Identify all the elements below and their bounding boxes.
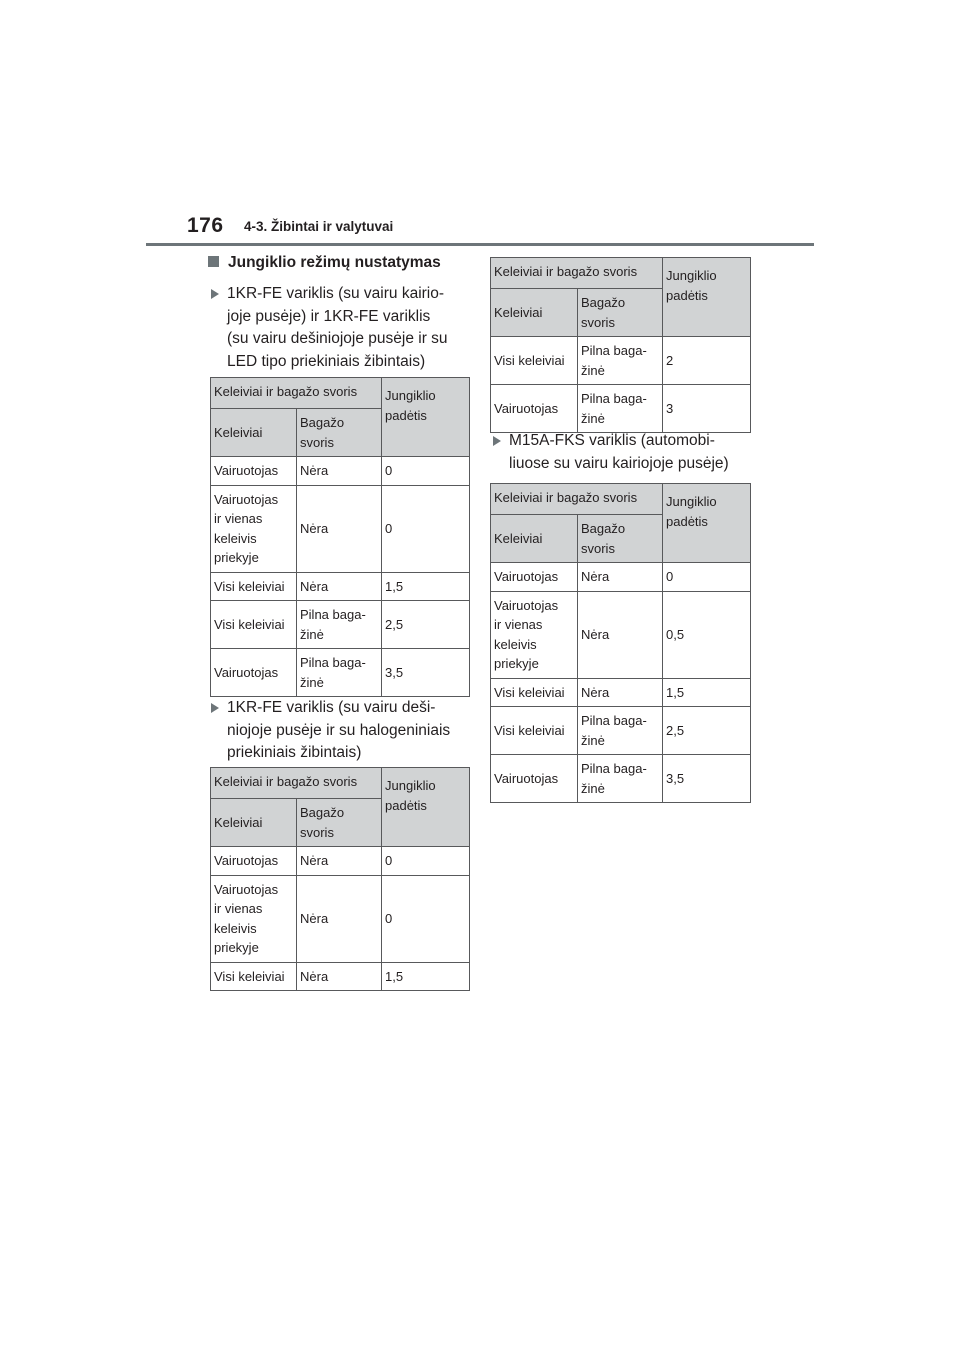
cell-line: žinė [581, 780, 605, 796]
cell-line: Visi keleiviai [494, 722, 565, 738]
cell-line: ir vienas [494, 617, 543, 632]
cell-line: Pilna baga- [581, 713, 647, 728]
passengers-cell [491, 591, 578, 678]
cell-line: Nėra [300, 910, 329, 926]
switch-settings-table-2 [210, 767, 470, 991]
header-line: Jungiklio [385, 388, 436, 403]
page-number: 176 [187, 214, 224, 237]
cell-line: Vairuotojas [214, 664, 279, 680]
header-line: padėtis [385, 407, 427, 423]
table-row [211, 962, 470, 991]
luggage-cell [578, 707, 663, 755]
luggage-header [578, 289, 663, 337]
caption-line: joje pusėje) ir 1KR-FE variklis [227, 307, 431, 325]
cell-line: Visi keleiviai [494, 352, 565, 368]
switch-settings-table-1 [210, 377, 470, 697]
cell-line: žinė [581, 362, 605, 378]
luggage-cell [297, 962, 382, 991]
passengers-cell [491, 563, 578, 592]
passengers-header: Keleiviai [211, 409, 297, 457]
position-cell: 2,5 [382, 601, 470, 649]
caption-line: priekiniais žibintais) [227, 744, 362, 761]
luggage-cell [297, 457, 382, 486]
header-line: Jungiklio [666, 268, 717, 283]
cell-line: ir vienas [214, 901, 263, 916]
caption-line: M15A-FKS variklis (automobi- [509, 432, 715, 449]
luggage-header [578, 515, 663, 563]
position-cell: 1,5 [382, 572, 470, 601]
cell-line: priekyje [494, 656, 539, 671]
cell-line: Nėra [300, 578, 329, 594]
position-cell: 0,5 [663, 591, 751, 678]
passengers-header: Keleiviai [211, 799, 297, 847]
passengers-header: Keleiviai [491, 289, 578, 337]
position-cell: 0 [382, 457, 470, 486]
table-row [211, 601, 470, 649]
variant-caption-1 [208, 283, 448, 373]
luggage-cell [578, 385, 663, 433]
cell-line: žinė [581, 732, 605, 748]
table-row [211, 649, 470, 697]
luggage-cell [578, 591, 663, 678]
table-row [491, 337, 751, 385]
cell-line: Vairuotojas [494, 400, 559, 416]
section-heading [208, 254, 441, 272]
table-row [491, 707, 751, 755]
passengers-cell [491, 755, 578, 803]
caption-line: liuose su vairu kairiojoje pusėje) [509, 454, 729, 472]
passengers-cell [211, 847, 297, 876]
position-cell: 1,5 [382, 962, 470, 991]
cell-line: Visi keleiviai [214, 968, 285, 984]
header-line: Jungiklio [666, 494, 717, 509]
position-cell: 1,5 [663, 678, 751, 707]
cell-line: Pilna baga- [581, 343, 647, 358]
passengers-cell [211, 457, 297, 486]
triangle-bullet-icon [493, 436, 501, 446]
position-cell: 0 [382, 875, 470, 962]
luggage-cell [578, 337, 663, 385]
luggage-cell [297, 601, 382, 649]
luggage-cell [297, 485, 382, 572]
caption-line: LED tipo priekiniais žibintais) [227, 352, 426, 370]
table-row [491, 385, 751, 433]
header-line: padėtis [385, 797, 427, 813]
passengers-cell [211, 572, 297, 601]
passengers-cell [211, 601, 297, 649]
cell-line: Nėra [581, 626, 610, 642]
passengers-cell [211, 875, 297, 962]
caption-line: 1KR-FE variklis (su vairu deši- [227, 699, 436, 716]
cell-line: Vairuotojas [214, 881, 279, 897]
header-line: svoris [300, 824, 334, 840]
cell-line: Nėra [300, 520, 329, 536]
table-row [211, 485, 470, 572]
position-cell: 0 [382, 485, 470, 572]
cell-line: priekyje [214, 940, 259, 955]
passengers-cell [491, 707, 578, 755]
cell-line: ir vienas [214, 511, 263, 526]
position-cell: 3,5 [382, 649, 470, 697]
luggage-cell [297, 572, 382, 601]
group-header: Keleiviai ir bagažo svoris [211, 378, 382, 409]
cell-line: Vairuotojas [494, 770, 559, 786]
cell-line: Pilna baga- [300, 607, 366, 622]
position-cell: 2 [663, 337, 751, 385]
passengers-cell [491, 337, 578, 385]
table-row [211, 457, 470, 486]
header-line: svoris [300, 434, 334, 450]
caption-line: niojoje pusėje ir su halogeniniais [227, 721, 451, 739]
cell-line: Nėra [300, 853, 329, 868]
luggage-cell [578, 563, 663, 592]
triangle-bullet-icon [211, 289, 219, 299]
passengers-cell [491, 678, 578, 707]
section-title: 4-3. Žibintai ir valytuvai [244, 219, 394, 234]
table-row [491, 591, 751, 678]
header-rule [146, 243, 814, 246]
position-cell: 0 [663, 563, 751, 592]
cell-line: žinė [581, 410, 605, 426]
cell-line: Visi keleiviai [494, 684, 565, 700]
cell-line: Visi keleiviai [214, 578, 285, 594]
header-line: Jungiklio [385, 778, 436, 793]
header-line: Bagažo [581, 521, 626, 536]
switch-position-header [382, 768, 470, 847]
table-row [211, 875, 470, 962]
header-line: Bagažo [300, 415, 345, 430]
caption-line: 1KR-FE variklis (su vairu kairio- [227, 285, 445, 302]
passengers-cell [211, 962, 297, 991]
cell-line: žinė [300, 626, 324, 642]
switch-position-header [663, 484, 751, 563]
cell-line: Pilna baga- [300, 655, 366, 670]
position-cell: 3,5 [663, 755, 751, 803]
cell-line: Vairuotojas [214, 463, 279, 478]
cell-line: Vairuotojas [214, 853, 279, 868]
passengers-header: Keleiviai [491, 515, 578, 563]
cell-line: Vairuotojas [214, 491, 279, 507]
switch-position-header [663, 258, 751, 337]
cell-line: Visi keleiviai [214, 616, 285, 632]
luggage-cell [297, 847, 382, 876]
cell-line: Pilna baga- [581, 761, 647, 776]
luggage-header [297, 409, 382, 457]
passengers-cell [211, 485, 297, 572]
square-bullet-icon [208, 256, 219, 267]
header-line: padėtis [666, 513, 708, 529]
cell-line: Nėra [581, 684, 610, 700]
cell-line: Pilna baga- [581, 391, 647, 406]
position-cell: 0 [382, 847, 470, 876]
cell-line: Nėra [300, 463, 329, 478]
header-line: Bagažo [300, 805, 345, 820]
table-row [211, 572, 470, 601]
switch-settings-table-3 [490, 257, 751, 433]
table-row [491, 755, 751, 803]
header-line: padėtis [666, 287, 708, 303]
position-cell: 2,5 [663, 707, 751, 755]
cell-line: žinė [300, 674, 324, 690]
header-line: svoris [581, 314, 615, 330]
luggage-cell [297, 649, 382, 697]
luggage-cell [297, 875, 382, 962]
variant-caption-3 [490, 430, 729, 475]
luggage-header [297, 799, 382, 847]
switch-settings-table-4 [490, 483, 751, 803]
cell-line: keleivis [214, 530, 257, 546]
cell-line: keleivis [494, 636, 537, 652]
header-line: Bagažo [581, 295, 626, 310]
group-header: Keleiviai ir bagažo svoris [491, 258, 663, 289]
table-row [491, 678, 751, 707]
cell-line: Nėra [581, 569, 610, 584]
triangle-bullet-icon [211, 703, 219, 713]
cell-line: priekyje [214, 550, 259, 565]
table-row [491, 563, 751, 592]
variant-caption-2 [208, 697, 450, 765]
cell-line: Vairuotojas [494, 597, 559, 613]
passengers-cell [491, 385, 578, 433]
heading-text: Jungiklio režimų nustatymas [228, 254, 441, 271]
position-cell: 3 [663, 385, 751, 433]
caption-line: (su vairu dešiniojoje pusėje ir su [227, 330, 448, 347]
luggage-cell [578, 678, 663, 707]
cell-line: Nėra [300, 968, 329, 984]
header-line: svoris [581, 540, 615, 556]
group-header: Keleiviai ir bagažo svoris [211, 768, 382, 799]
cell-line: keleivis [214, 920, 257, 936]
luggage-cell [578, 755, 663, 803]
table-row [211, 847, 470, 876]
group-header: Keleiviai ir bagažo svoris [491, 484, 663, 515]
cell-line: Vairuotojas [494, 569, 559, 584]
switch-position-header [382, 378, 470, 457]
passengers-cell [211, 649, 297, 697]
